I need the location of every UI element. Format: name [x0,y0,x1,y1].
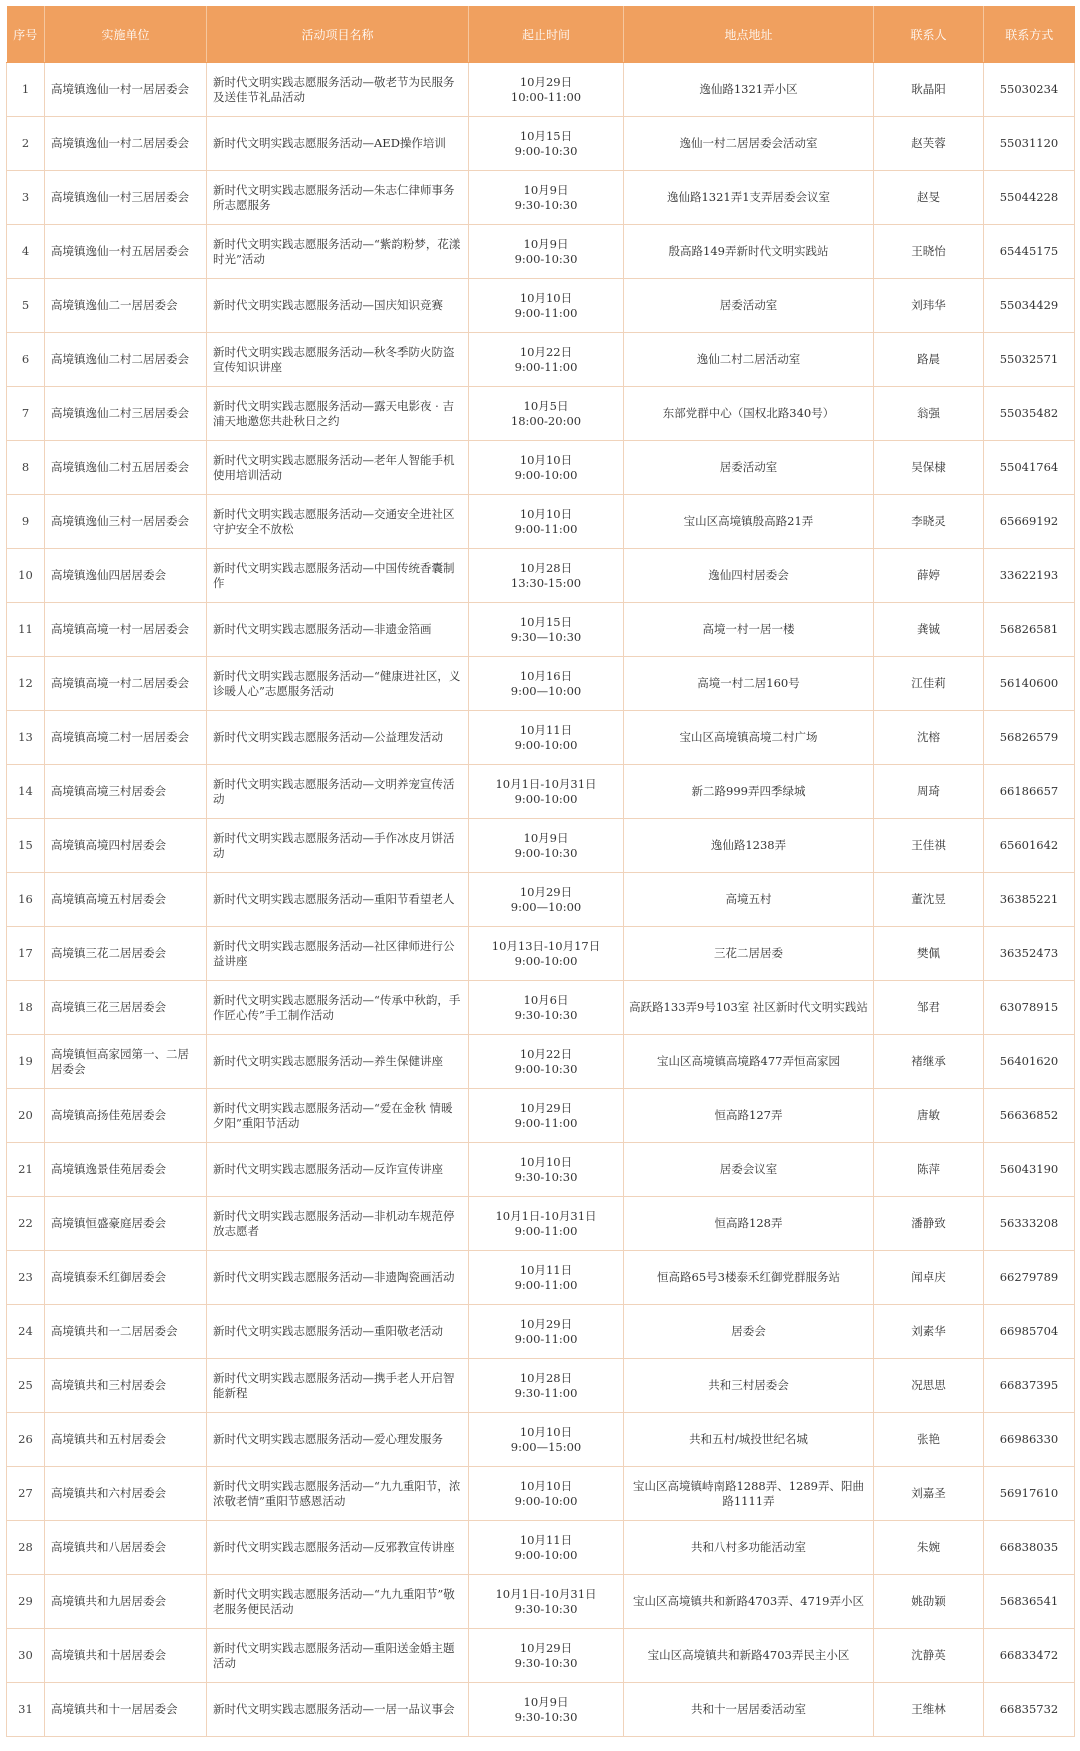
cell-unit: 高境镇逸仙二村三居居委会 [45,387,207,441]
cell-place: 居委活动室 [624,279,874,333]
cell-place: 共和三村居委会 [624,1359,874,1413]
cell-unit: 高境镇逸仙一村二居居委会 [45,117,207,171]
cell-seq: 7 [7,387,45,441]
cell-seq: 28 [7,1521,45,1575]
cell-activity: 新时代文明实践志愿服务活动—非遗陶瓷画活动 [207,1251,469,1305]
table-row [7,333,1075,387]
table-row [7,171,1075,225]
cell-contact: 陈萍 [874,1143,984,1197]
header-contact: 联系人 [874,6,984,63]
table-row [7,765,1075,819]
header-time: 起止时间 [469,6,624,63]
cell-contact: 董沈昱 [874,873,984,927]
table-row [7,981,1075,1035]
table-row [7,1575,1075,1629]
cell-seq: 5 [7,279,45,333]
cell-seq: 18 [7,981,45,1035]
cell-activity: 新时代文明实践志愿服务活动—养生保健讲座 [207,1035,469,1089]
cell-place: 三花二居居委 [624,927,874,981]
cell-activity: 新时代文明实践志愿服务活动—中国传统香囊制作 [207,549,469,603]
cell-time: 10月22日 9:00-10:30 [469,1035,624,1089]
cell-place: 高境一村一居一楼 [624,603,874,657]
cell-time: 10月10日 9:30-10:30 [469,1143,624,1197]
cell-contact: 唐敏 [874,1089,984,1143]
cell-time: 10月15日 9:30—10:30 [469,603,624,657]
cell-seq: 25 [7,1359,45,1413]
table-row [7,1251,1075,1305]
cell-phone: 56140600 [984,657,1075,711]
cell-phone: 56043190 [984,1143,1075,1197]
cell-place: 新二路999弄四季绿城 [624,765,874,819]
table-row [7,441,1075,495]
cell-unit: 高境镇高境二村一居居委会 [45,711,207,765]
table-row [7,387,1075,441]
cell-activity: 新时代文明实践志愿服务活动—手作冰皮月饼活动 [207,819,469,873]
table-row [7,1629,1075,1683]
table-row [7,1521,1075,1575]
cell-time: 10月11日 9:00-10:00 [469,1521,624,1575]
cell-contact: 朱婉 [874,1521,984,1575]
cell-place: 宝山区高境镇高境二村广场 [624,711,874,765]
header-place: 地点地址 [624,6,874,63]
cell-time: 10月11日 9:00-10:00 [469,711,624,765]
cell-seq: 24 [7,1305,45,1359]
cell-time: 10月1日-10月31日 9:30-10:30 [469,1575,624,1629]
cell-contact: 沈静英 [874,1629,984,1683]
cell-unit: 高境镇逸仙四居居委会 [45,549,207,603]
cell-phone: 55035482 [984,387,1075,441]
cell-phone: 66833472 [984,1629,1075,1683]
cell-contact: 樊佩 [874,927,984,981]
cell-phone: 56826581 [984,603,1075,657]
cell-seq: 3 [7,171,45,225]
cell-activity: 新时代文明实践志愿服务活动—“九九重阳节，浓浓敬老情”重阳节感恩活动 [207,1467,469,1521]
cell-activity: 新时代文明实践志愿服务活动—社区律师进行公益讲座 [207,927,469,981]
cell-contact: 潘静致 [874,1197,984,1251]
cell-time: 10月9日 9:00-10:30 [469,819,624,873]
cell-contact: 周琦 [874,765,984,819]
cell-place: 逸仙路1238弄 [624,819,874,873]
cell-unit: 高境镇共和六村居委会 [45,1467,207,1521]
cell-activity: 新时代文明实践志愿服务活动—反诈宣传讲座 [207,1143,469,1197]
cell-place: 殷高路149弄新时代文明实践站 [624,225,874,279]
cell-phone: 66186657 [984,765,1075,819]
cell-time: 10月15日 9:00-10:30 [469,117,624,171]
cell-activity: 新时代文明实践志愿服务活动—爱心理发服务 [207,1413,469,1467]
cell-activity: 新时代文明实践志愿服务活动—公益理发活动 [207,711,469,765]
cell-seq: 19 [7,1035,45,1089]
cell-place: 恒高路127弄 [624,1089,874,1143]
cell-time: 10月10日 9:00-10:00 [469,441,624,495]
header-phone: 联系方式 [984,6,1075,63]
cell-seq: 17 [7,927,45,981]
cell-time: 10月13日-10月17日 9:00-10:00 [469,927,624,981]
cell-place: 宝山区高境镇共和新路4703弄、4719弄小区 [624,1575,874,1629]
cell-activity: 新时代文明实践志愿服务活动—“九九重阳节”敬老服务便民活动 [207,1575,469,1629]
cell-activity: 新时代文明实践志愿服务活动—重阳节看望老人 [207,873,469,927]
cell-time: 10月22日 9:00-11:00 [469,333,624,387]
cell-activity: 新时代文明实践志愿服务活动—“健康进社区，义诊暖人心”志愿服务活动 [207,657,469,711]
cell-seq: 8 [7,441,45,495]
cell-contact: 闻卓庆 [874,1251,984,1305]
cell-seq: 12 [7,657,45,711]
cell-place: 恒高路128弄 [624,1197,874,1251]
cell-unit: 高境镇高扬佳苑居委会 [45,1089,207,1143]
cell-activity: 新时代文明实践志愿服务活动—反邪教宣传讲座 [207,1521,469,1575]
cell-seq: 26 [7,1413,45,1467]
cell-place: 东部党群中心（国权北路340号） [624,387,874,441]
cell-time: 10月6日 9:30-10:30 [469,981,624,1035]
cell-contact: 吴保棣 [874,441,984,495]
cell-time: 10月29日 9:00-11:00 [469,1089,624,1143]
cell-contact: 江佳莉 [874,657,984,711]
table-row [7,1197,1075,1251]
cell-phone: 65601642 [984,819,1075,873]
cell-place: 高境五村 [624,873,874,927]
cell-place: 逸仙路1321弄小区 [624,63,874,117]
cell-unit: 高境镇三花三居居委会 [45,981,207,1035]
cell-contact: 沈榕 [874,711,984,765]
cell-seq: 13 [7,711,45,765]
cell-place: 宝山区高境镇高境路477弄恒高家园 [624,1035,874,1089]
cell-activity: 新时代文明实践志愿服务活动—露天电影夜 · 吉浦天地邀您共赴秋日之约 [207,387,469,441]
cell-contact: 张艳 [874,1413,984,1467]
cell-contact: 姚劭颖 [874,1575,984,1629]
cell-activity: 新时代文明实践志愿服务活动—秋冬季防火防盗宣传知识讲座 [207,333,469,387]
cell-time: 10月9日 9:00-10:30 [469,225,624,279]
table-row [7,819,1075,873]
cell-phone: 56836541 [984,1575,1075,1629]
cell-phone: 56917610 [984,1467,1075,1521]
cell-unit: 高境镇共和八居居委会 [45,1521,207,1575]
cell-seq: 16 [7,873,45,927]
cell-contact: 刘嘉圣 [874,1467,984,1521]
cell-place: 恒高路65号3楼泰禾红御党群服务站 [624,1251,874,1305]
cell-time: 10月11日 9:00-11:00 [469,1251,624,1305]
cell-activity: 新时代文明实践志愿服务活动—一居一品议事会 [207,1683,469,1737]
cell-activity: 新时代文明实践志愿服务活动—重阳敬老活动 [207,1305,469,1359]
cell-phone: 66279789 [984,1251,1075,1305]
cell-contact: 况思思 [874,1359,984,1413]
cell-activity: 新时代文明实践志愿服务活动—“传承中秋韵，手作匠心传”手工制作活动 [207,981,469,1035]
cell-seq: 6 [7,333,45,387]
cell-activity: 新时代文明实践志愿服务活动—“紫韵粉梦，花漾时光”活动 [207,225,469,279]
cell-unit: 高境镇逸仙二一居居委会 [45,279,207,333]
cell-place: 共和五村/城投世纪名城 [624,1413,874,1467]
cell-unit: 高境镇三花二居居委会 [45,927,207,981]
cell-contact: 翁强 [874,387,984,441]
cell-activity: 新时代文明实践志愿服务活动—敬老节为民服务及送佳节礼品活动 [207,63,469,117]
cell-phone: 56636852 [984,1089,1075,1143]
cell-seq: 27 [7,1467,45,1521]
cell-place: 高跃路133弄9号103室 社区新时代文明实践站 [624,981,874,1035]
cell-place: 高境一村二居160号 [624,657,874,711]
table-row [7,711,1075,765]
cell-contact: 李晓灵 [874,495,984,549]
cell-phone: 66986330 [984,1413,1075,1467]
cell-place: 逸仙路1321弄1支弄居委会议室 [624,171,874,225]
table-row [7,1305,1075,1359]
cell-seq: 9 [7,495,45,549]
table-row [7,117,1075,171]
table-row [7,549,1075,603]
table-row [7,657,1075,711]
cell-time: 10月10日 9:00-10:00 [469,1467,624,1521]
cell-place: 居委会 [624,1305,874,1359]
cell-unit: 高境镇逸景佳苑居委会 [45,1143,207,1197]
cell-phone: 65669192 [984,495,1075,549]
cell-unit: 高境镇逸仙一村三居居委会 [45,171,207,225]
cell-place: 共和十一居居委活动室 [624,1683,874,1737]
table-row [7,495,1075,549]
cell-seq: 22 [7,1197,45,1251]
cell-phone: 65445175 [984,225,1075,279]
cell-contact: 王晓怡 [874,225,984,279]
cell-unit: 高境镇泰禾红御居委会 [45,1251,207,1305]
cell-time: 10月9日 9:30-10:30 [469,171,624,225]
cell-activity: 新时代文明实践志愿服务活动—文明养宠宣传活动 [207,765,469,819]
cell-unit: 高境镇共和九居居委会 [45,1575,207,1629]
cell-contact: 邹君 [874,981,984,1035]
cell-seq: 14 [7,765,45,819]
cell-phone: 56333208 [984,1197,1075,1251]
activity-table [6,6,1075,1737]
cell-activity: 新时代文明实践志愿服务活动—朱志仁律师事务所志愿服务 [207,171,469,225]
cell-phone: 55030234 [984,63,1075,117]
cell-unit: 高境镇恒盛豪庭居委会 [45,1197,207,1251]
cell-time: 10月10日 9:00—15:00 [469,1413,624,1467]
cell-unit: 高境镇逸仙二村二居居委会 [45,333,207,387]
table-body [7,63,1075,1737]
cell-unit: 高境镇高境一村一居居委会 [45,603,207,657]
cell-contact: 刘玮华 [874,279,984,333]
cell-phone: 66985704 [984,1305,1075,1359]
cell-seq: 21 [7,1143,45,1197]
header-seq: 序号 [7,6,45,63]
cell-contact: 路晨 [874,333,984,387]
cell-place: 居委活动室 [624,441,874,495]
cell-phone: 55032571 [984,333,1075,387]
cell-place: 宝山区高境镇共和新路4703弄民主小区 [624,1629,874,1683]
table-row [7,1683,1075,1737]
table-row [7,1035,1075,1089]
cell-phone: 55041764 [984,441,1075,495]
cell-time: 10月28日 9:30-11:00 [469,1359,624,1413]
cell-unit: 高境镇高境一村二居居委会 [45,657,207,711]
cell-phone: 55034429 [984,279,1075,333]
cell-phone: 33622193 [984,549,1075,603]
cell-unit: 高境镇共和一二居居委会 [45,1305,207,1359]
cell-activity: 新时代文明实践志愿服务活动—国庆知识竞赛 [207,279,469,333]
cell-place: 逸仙一村二居居委会活动室 [624,117,874,171]
cell-contact: 赵旻 [874,171,984,225]
table-row [7,1089,1075,1143]
cell-time: 10月16日 9:00—10:00 [469,657,624,711]
cell-contact: 赵芙蓉 [874,117,984,171]
cell-activity: 新时代文明实践志愿服务活动—交通安全进社区 守护安全不放松 [207,495,469,549]
cell-contact: 刘素华 [874,1305,984,1359]
cell-time: 10月29日 9:30-10:30 [469,1629,624,1683]
cell-time: 10月10日 9:00-11:00 [469,279,624,333]
cell-place: 居委会议室 [624,1143,874,1197]
cell-activity: 新时代文明实践志愿服务活动—重阳送金婚主题活动 [207,1629,469,1683]
cell-seq: 1 [7,63,45,117]
cell-activity: 新时代文明实践志愿服务活动—AED操作培训 [207,117,469,171]
cell-phone: 63078915 [984,981,1075,1035]
table-row [7,225,1075,279]
cell-contact: 褚继承 [874,1035,984,1089]
cell-contact: 王维林 [874,1683,984,1737]
cell-time: 10月10日 9:00-11:00 [469,495,624,549]
table-row [7,63,1075,117]
header-unit: 实施单位 [45,6,207,63]
cell-seq: 31 [7,1683,45,1737]
cell-seq: 20 [7,1089,45,1143]
cell-seq: 10 [7,549,45,603]
cell-phone: 36352473 [984,927,1075,981]
cell-time: 10月29日 9:00-11:00 [469,1305,624,1359]
cell-unit: 高境镇逸仙二村五居居委会 [45,441,207,495]
cell-phone: 55044228 [984,171,1075,225]
cell-unit: 高境镇逸仙一村五居居委会 [45,225,207,279]
cell-seq: 2 [7,117,45,171]
cell-activity: 新时代文明实践志愿服务活动—“爱在金秋 情暖夕阳”重阳节活动 [207,1089,469,1143]
cell-time: 10月1日-10月31日 9:00-11:00 [469,1197,624,1251]
cell-seq: 11 [7,603,45,657]
cell-time: 10月28日 13:30-15:00 [469,549,624,603]
cell-seq: 15 [7,819,45,873]
cell-unit: 高境镇高境五村居委会 [45,873,207,927]
cell-phone: 36385221 [984,873,1075,927]
cell-place: 共和八村多功能活动室 [624,1521,874,1575]
cell-activity: 新时代文明实践志愿服务活动—携手老人开启智能新程 [207,1359,469,1413]
cell-activity: 新时代文明实践志愿服务活动—非遗金箔画 [207,603,469,657]
cell-phone: 56826579 [984,711,1075,765]
table-row [7,279,1075,333]
cell-unit: 高境镇共和十居居委会 [45,1629,207,1683]
cell-unit: 高境镇逸仙三村一居居委会 [45,495,207,549]
cell-seq: 4 [7,225,45,279]
table-row [7,1143,1075,1197]
cell-phone: 56401620 [984,1035,1075,1089]
cell-contact: 薛婷 [874,549,984,603]
cell-activity: 新时代文明实践志愿服务活动—老年人智能手机使用培训活动 [207,441,469,495]
cell-phone: 55031120 [984,117,1075,171]
cell-place: 逸仙四村居委会 [624,549,874,603]
cell-time: 10月5日 18:00-20:00 [469,387,624,441]
cell-unit: 高境镇高境三村居委会 [45,765,207,819]
table-row [7,603,1075,657]
cell-seq: 23 [7,1251,45,1305]
cell-contact: 耿晶阳 [874,63,984,117]
cell-phone: 66838035 [984,1521,1075,1575]
cell-time: 10月29日 10:00-11:00 [469,63,624,117]
cell-unit: 高境镇共和三村居委会 [45,1359,207,1413]
cell-seq: 29 [7,1575,45,1629]
cell-contact: 王佳祺 [874,819,984,873]
cell-place: 逸仙二村二居活动室 [624,333,874,387]
table-row [7,1359,1075,1413]
table-row [7,927,1075,981]
cell-seq: 30 [7,1629,45,1683]
table-row [7,1467,1075,1521]
cell-place: 宝山区高境镇殷高路21弄 [624,495,874,549]
cell-phone: 66837395 [984,1359,1075,1413]
cell-time: 10月9日 9:30-10:30 [469,1683,624,1737]
header-row [7,6,1075,63]
cell-time: 10月1日-10月31日 9:00-10:00 [469,765,624,819]
cell-contact: 龚铖 [874,603,984,657]
cell-unit: 高境镇逸仙一村一居居委会 [45,63,207,117]
cell-time: 10月29日 9:00—10:00 [469,873,624,927]
table-row [7,1413,1075,1467]
cell-unit: 高境镇恒高家园第一、二居居委会 [45,1035,207,1089]
table-row [7,873,1075,927]
cell-activity: 新时代文明实践志愿服务活动—非机动车规范停放志愿者 [207,1197,469,1251]
cell-place: 宝山区高境镇峙南路1288弄、1289弄、阳曲路1111弄 [624,1467,874,1521]
cell-unit: 高境镇共和五村居委会 [45,1413,207,1467]
cell-phone: 66835732 [984,1683,1075,1737]
cell-unit: 高境镇共和十一居居委会 [45,1683,207,1737]
header-activity: 活动项目名称 [207,6,469,63]
activity-schedule [6,6,1074,1737]
cell-unit: 高境镇高境四村居委会 [45,819,207,873]
